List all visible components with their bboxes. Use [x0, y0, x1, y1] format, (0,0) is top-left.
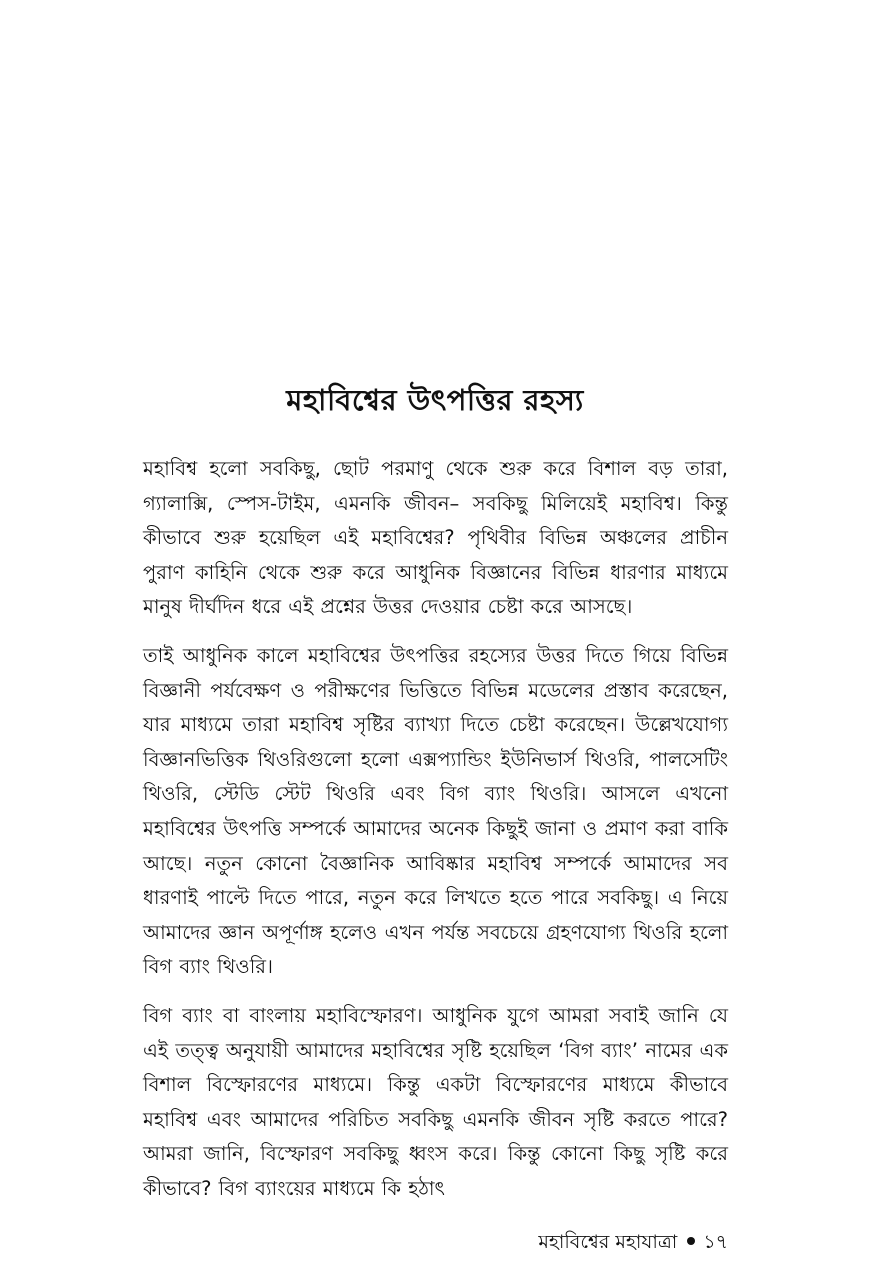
body-text	[143, 452, 728, 1220]
page-number: ১৭	[703, 1231, 728, 1253]
page-footer	[538, 1228, 728, 1260]
paragraph-2: তাই আধুনিক কালে মহাবিশ্বের উৎপত্তির রহস্যের উত্তর দিতে গিয়ে বিভিন্ন বিজ্ঞানী পর্যবেক্ষণ ও পরীক্ষণের ভিত্তিতে বিভিন্ন মডেলের প্রস্তাব করেছেন, যার মাধ্যমে তারা মহাবিশ্ব সৃষ্টির ব্যাখ্যা দিতে চেষ্টা করেছেন। উল্লেখযোগ্য বিজ্ঞানভিত্তিক থিওরিগুলো হলো এক্সপ্যান্ডিং ইউনিভার্স থিওরি, পালসেটিং থিওরি, স্টেডি স্টেট থিওরি এবং বিগ ব্যাং থিওরি। আসলে এখনো মহাবিশ্বের উৎপত্তি সম্পর্কে আমাদের অনেক কিছুই জানা ও প্রমাণ করা বাকি আছে। নতুন কোনো বৈজ্ঞানিক আবিষ্কার মহাবিশ্ব সম্পর্কে আমাদের সব ধারণাই পাল্টে দিতে পারে, নতুন করে লিখতে হতে পারে সবকিছু। এ নিয়ে আমাদের জ্ঞান অপূর্ণাঙ্গ হলেও এখন পর্যন্ত সবচেয়ে গ্রহণযোগ্য থিওরি হলো বিগ ব্যাং থিওরি।	[143, 643, 728, 979]
bullet-dot-icon	[687, 1237, 695, 1245]
footer-book-title: মহাবিশ্বের মহাযাত্রা	[538, 1231, 678, 1253]
paragraph-3: বিগ ব্যাং বা বাংলায় মহাবিস্ফোরণ। আধুনিক যুগে আমরা সবাই জানি যে এই তত্ত্ব অনুযায়ী আমাদের মহাবিশ্বের সৃষ্টি হয়েছিল ‘বিগ ব্যাং’ নামের এক বিশাল বিস্ফোরণের মাধ্যমে। কিন্তু একটা বিস্ফোরণের মাধ্যমে কীভাবে মহাবিশ্ব এবং আমাদের পরিচিত সবকিছু এমনকি জীবন সৃষ্টি করতে পারে? আমরা জানি, বিস্ফোরণ সবকিছু ধ্বংস করে। কিন্তু কোনো কিছু সৃষ্টি করে কীভাবে? বিগ ব্যাংয়ের মাধ্যমে কি হঠাৎ	[143, 1003, 728, 1200]
paragraph-1: মহাবিশ্ব হলো সবকিছু, ছোট পরমাণু থেকে শুরু করে বিশাল বড় তারা, গ্যালাক্সি, স্পেস-টাইম, এমনকি জীবন– সবকিছু মিলিয়েই মহাবিশ্ব। কিন্তু কীভাবে শুরু হয়েছিল এই মহাবিশ্বের? পৃথিবীর বিভিন্ন অঞ্চলের প্রাচীন পুরাণ কাহিনি থেকে শুরু করে আধুনিক বিজ্ঞানের বিভিন্ন ধারণার মাধ্যমে মানুষ দীর্ঘদিন ধরে এই প্রশ্নের উত্তর দেওয়ার চেষ্টা করে আসছে।	[143, 457, 728, 619]
chapter-title: মহাবিশ্বের উৎপত্তির রহস্য	[286, 383, 584, 417]
